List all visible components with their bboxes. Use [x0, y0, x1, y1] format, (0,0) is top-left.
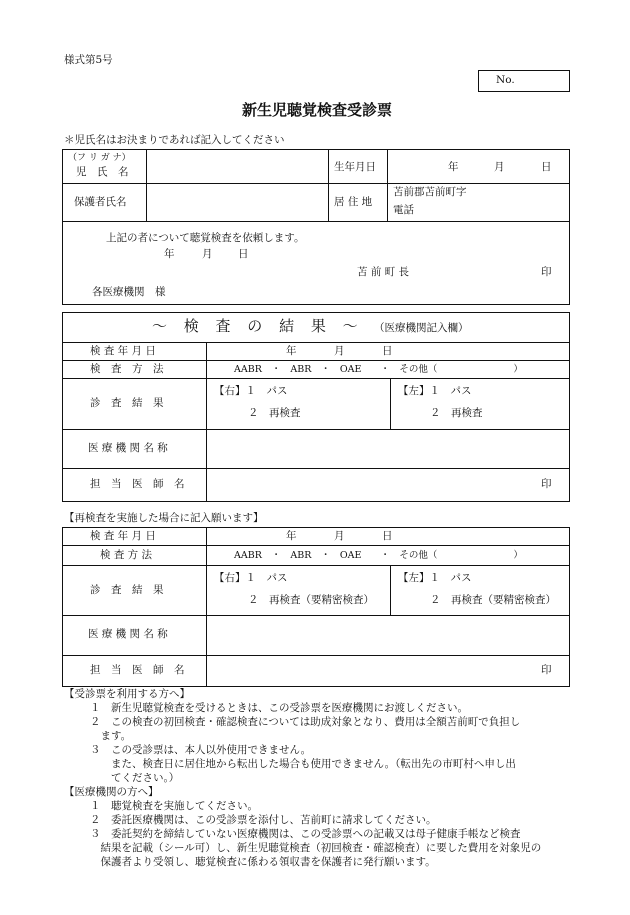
users-note-3: ３ この受診票は、本人以外使用できません。	[90, 744, 312, 756]
retest-institution-label: 医 療 機 関 名 称	[88, 628, 168, 640]
results-subtitle: （医療機関記入欄）	[374, 322, 469, 334]
request-month: 月	[202, 248, 213, 260]
retest-doctor-label: 担 当 医 師 名	[90, 664, 185, 676]
left-ear-pass[interactable]: 【左】１ パス	[398, 385, 472, 397]
day-label: 日	[541, 161, 552, 173]
inst-note-3: ３ 委託契約を締結していない医療機関は、この受診票への記載又は母子健康手帳など検査	[90, 828, 521, 840]
method-options[interactable]: AABR ・ ABR ・ OAE ・ その他（ ）	[234, 364, 523, 375]
doctor-label: 担 当 医 師 名	[90, 478, 185, 490]
number-label: No.	[496, 74, 515, 86]
inst-note-1: １ 聴覚検査を実施してください。	[90, 800, 258, 812]
phone-label: 電話	[393, 204, 414, 216]
users-note-3-cont: また、検査日に居住地から転出した場合も使用できません。（転出先の市町村へ申し出	[90, 758, 516, 770]
retest-day: 日	[382, 530, 393, 542]
retest-month: 月	[334, 530, 345, 542]
request-year: 年	[164, 248, 175, 260]
users-note-2: ２ この検査の初回検査・確認検査については助成対象となり、費用は全額苫前町で負担し	[90, 716, 521, 728]
method-label: 検 査 方 法	[90, 363, 164, 375]
users-note-1: １ 新生児聴覚検査を受けるときは、この受診票を医療機関にお渡しください。	[90, 702, 468, 714]
doctor-seal: 印	[541, 478, 552, 490]
retest-doctor-seal: 印	[541, 664, 552, 676]
retest-method-options[interactable]: AABR ・ ABR ・ OAE ・ その他（ ）	[234, 550, 523, 561]
results-title: ～ 検 査 の 結 果 ～	[152, 317, 364, 335]
name-note: ＊児氏名はお決まりであれば記入してください	[64, 134, 285, 146]
users-heading: 【受診票を利用する方へ】	[64, 688, 190, 700]
exam-date-label: 検 査 年 月 日	[90, 345, 156, 357]
retest-method-label: 検 査 方 法	[100, 549, 153, 561]
inst-note-3-end: 保護者より受領し、聴覚検査に係わる領収書を保護者に発行願います。	[90, 856, 436, 868]
number-box[interactable]	[478, 70, 570, 92]
recipient-label: 各医療機関 様	[92, 286, 166, 298]
retest-date-label: 検 査 年 月 日	[90, 530, 156, 542]
right-ear-pass[interactable]: 【右】１ パス	[214, 385, 288, 397]
request-text: 上記の者について聴覚検査を依頼します。	[106, 232, 305, 244]
retest-diagnosis-label: 診 査 結 果	[90, 584, 164, 596]
birthdate-label: 生年月日	[334, 161, 376, 173]
retest-institution-field[interactable]	[208, 617, 568, 653]
year-label: 年	[448, 161, 459, 173]
mayor-seal: 印	[541, 266, 552, 278]
left-ear-retest[interactable]: ２ 再検査	[430, 407, 483, 419]
mayor-label: 苫 前 町 長	[357, 266, 410, 278]
page-title: 新生児聴覚検査受診票	[242, 101, 393, 119]
retest-left-retest[interactable]: ２ 再検査（要精密検査）	[430, 594, 556, 606]
retest-right-retest[interactable]: ２ 再検査（要精密検査）	[248, 594, 374, 606]
guardian-name-field[interactable]	[148, 185, 326, 219]
retest-right-pass[interactable]: 【右】１ パス	[214, 572, 288, 584]
month-label: 月	[494, 161, 505, 173]
child-name-label: 児 氏 名	[76, 166, 129, 178]
inst-note-3-cont: 結果を記載（シール可）し、新生児聴覚検査（初回検査・確認検査）に要した費用を対象児の	[90, 842, 542, 854]
retest-left-pass[interactable]: 【左】１ パス	[398, 572, 472, 584]
retest-heading: 【再検査を実施した場合に記入願います】	[64, 512, 264, 524]
address-label: 居 住 地	[334, 196, 373, 208]
form-number: 様式第5号	[64, 54, 113, 66]
right-ear-retest[interactable]: ２ 再検査	[248, 407, 301, 419]
institution-label: 医 療 機 関 名 称	[88, 442, 168, 454]
institutions-heading: 【医療機関の方へ】	[64, 786, 159, 798]
exam-day: 日	[382, 345, 393, 357]
furigana-label: （フ リ ガ ナ）	[68, 153, 131, 163]
request-day: 日	[238, 248, 249, 260]
exam-year: 年	[286, 345, 297, 357]
child-name-field[interactable]	[148, 151, 326, 181]
diagnosis-label: 診 査 結 果	[90, 397, 164, 409]
doctor-field[interactable]	[208, 470, 538, 500]
guardian-label: 保護者氏名	[74, 196, 127, 208]
address-value: 苫前郡苫前町字	[393, 186, 467, 198]
retest-year: 年	[286, 530, 297, 542]
inst-note-2: ２ 委託医療機関は、この受診票を添付し、苫前町に請求してください。	[90, 814, 437, 826]
exam-month: 月	[334, 345, 345, 357]
institution-field[interactable]	[208, 431, 568, 467]
users-note-2-cont: ます。	[90, 730, 132, 742]
retest-doctor-field[interactable]	[208, 657, 538, 685]
users-note-3-end: てください。）	[90, 772, 180, 784]
